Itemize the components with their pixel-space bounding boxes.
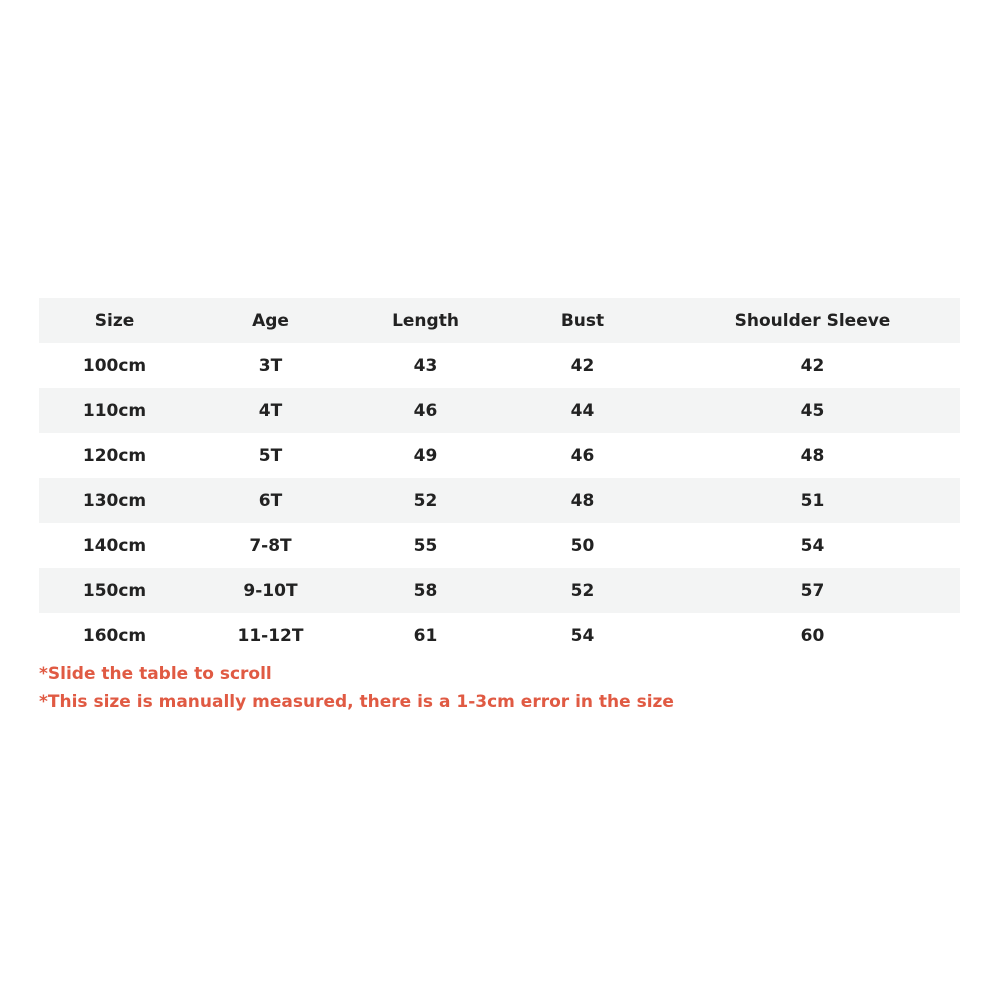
header-row [39,298,960,343]
cell-size: 130cm [82,490,147,511]
cell-age: 11-12T [237,625,304,646]
cell-shoulder-sleeve: 51 [800,490,825,511]
column-header-length: Length [392,310,459,331]
cell-bust: 46 [570,445,595,466]
size-chart-table[interactable] [39,298,960,658]
column-header-shoulder-sleeve: Shoulder Sleeve [734,310,891,331]
cell-shoulder-sleeve: 45 [800,400,825,421]
cell-age: 9-10T [243,580,298,601]
cell-bust: 42 [570,355,595,376]
cell-shoulder-sleeve: 48 [800,445,825,466]
cell-age: 6T [258,490,283,511]
cell-size: 160cm [82,625,147,646]
cell-length: 58 [413,580,438,601]
cell-size: 120cm [82,445,147,466]
table-row [39,613,960,658]
cell-bust: 48 [570,490,595,511]
cell-bust: 44 [570,400,595,421]
table-row [39,343,960,388]
cell-length: 46 [413,400,438,421]
cell-size: 110cm [82,400,147,421]
cell-length: 55 [413,535,438,556]
measurement-error-note: *This size is manually measured, there is a 1-3cm error in the size [39,692,674,712]
cell-shoulder-sleeve: 57 [800,580,825,601]
cell-size: 100cm [82,355,147,376]
table-row [39,388,960,433]
cell-length: 49 [413,445,438,466]
cell-shoulder-sleeve: 54 [800,535,825,556]
column-header-age: Age [252,310,289,331]
cell-length: 61 [413,625,438,646]
cell-age: 4T [258,400,283,421]
cell-size: 140cm [82,535,147,556]
table-row [39,478,960,523]
cell-length: 52 [413,490,438,511]
cell-age: 3T [258,355,283,376]
size-notes [39,660,960,716]
cell-age: 5T [258,445,283,466]
table-row [39,433,960,478]
cell-shoulder-sleeve: 42 [800,355,825,376]
cell-bust: 50 [570,535,595,556]
cell-length: 43 [413,355,438,376]
table-header [39,298,960,343]
table-row [39,523,960,568]
column-header-bust: Bust [560,310,605,331]
column-header-size: Size [94,310,135,331]
table-body [39,343,960,658]
cell-shoulder-sleeve: 60 [800,625,825,646]
scroll-hint-note: *Slide the table to scroll [39,664,272,684]
table-row [39,568,960,613]
cell-age: 7-8T [249,535,292,556]
cell-size: 150cm [82,580,147,601]
cell-bust: 54 [570,625,595,646]
cell-bust: 52 [570,580,595,601]
